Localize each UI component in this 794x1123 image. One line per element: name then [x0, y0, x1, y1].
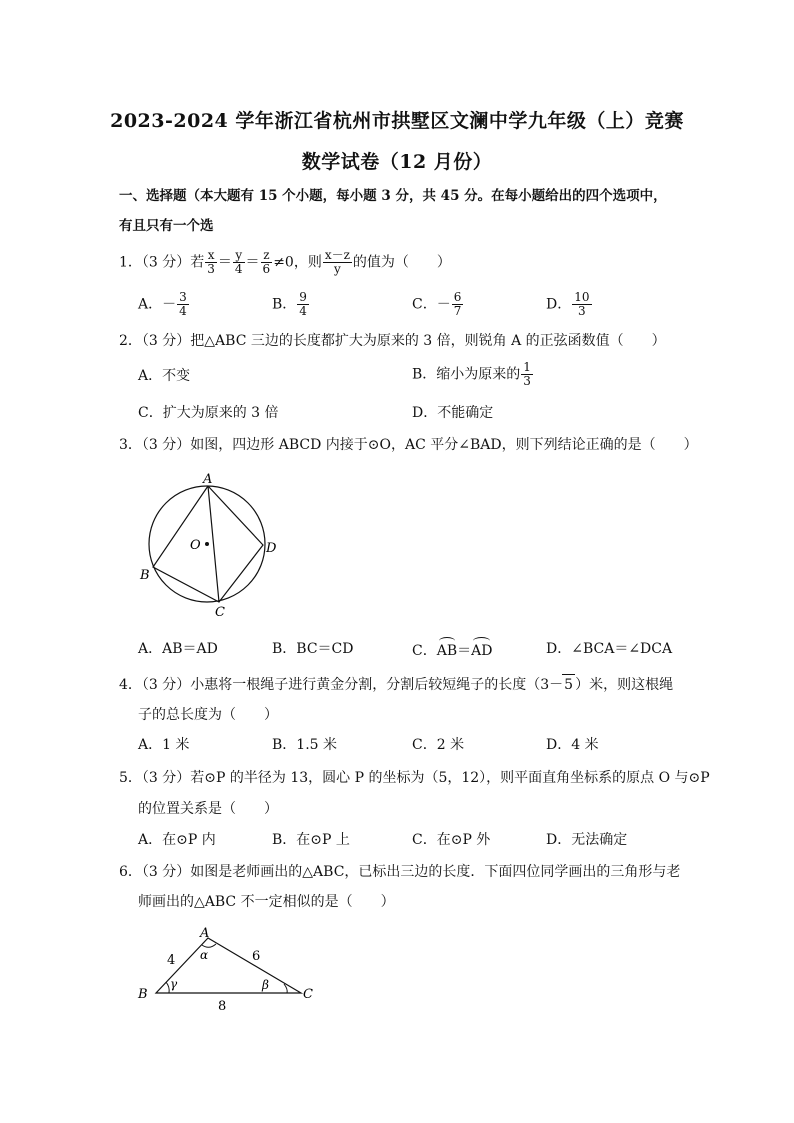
q3-option-c[interactable]: C．AB＝AD	[412, 637, 492, 661]
q2-option-d[interactable]: D．不能确定	[412, 405, 494, 421]
question-1-stem: 1．（3 分）若 $\frac{x}{3}$ ＝ $\frac{y}{4}$ ＝ $\frac{z}{6}$ ≠0，则 $\frac{x-z}{y}$ 的值为（ ）	[119, 248, 451, 276]
question-4-stem-line2: 子的总长度为（ ）	[138, 707, 278, 723]
side-ac-length: 6	[252, 949, 261, 964]
q1-option-c[interactable]: C．－ $\frac{6}{7}$	[412, 290, 462, 318]
question-4-stem: 4．（3 分）小惠将一根绳子进行黄金分割，分割后较短绳子的长度（3－5 ）米，则这根绳	[119, 674, 673, 695]
center-dot	[205, 542, 209, 546]
angle-beta: β	[262, 978, 269, 992]
q2-option-c[interactable]: C．扩大为原来的 3 倍	[138, 405, 279, 421]
q1-option-b[interactable]: B． $\frac{9}{4}$	[272, 290, 307, 318]
q4-option-c[interactable]: C．2 米	[412, 737, 465, 753]
fraction-xz-y: $\frac{x-z}{y}$	[324, 248, 350, 276]
angle-gamma-arc	[166, 982, 169, 993]
q4-option-a[interactable]: A．1 米	[138, 737, 190, 753]
label-a: A	[203, 472, 213, 487]
question-6-stem-line2: 师画出的△ABC 不一定相似的是（ ）	[138, 894, 395, 910]
q5-option-d[interactable]: D．无法确定	[546, 832, 628, 848]
q3-option-d[interactable]: D．∠BCA＝∠DCA	[546, 641, 673, 657]
section-heading-line1: 一、选择题（本大题有 15 个小题，每小题 3 分，共 45 分。在每小题给出的四个选项中，	[119, 188, 667, 204]
arc-ad: AD	[471, 637, 492, 661]
angle-beta-arc	[284, 984, 287, 993]
label-b: B	[140, 568, 150, 583]
q5-option-a[interactable]: A．在⊙P 内	[138, 832, 216, 848]
q5-option-b[interactable]: B．在⊙P 上	[272, 832, 350, 848]
fraction-z-6: $\frac{z}{6}$	[262, 248, 271, 276]
exam-title-line1: 2023-2024 学年浙江省杭州市拱墅区文澜中学九年级（上）竞赛	[110, 110, 684, 132]
q3-option-a[interactable]: A．AB＝AD	[138, 641, 218, 657]
q1-option-d[interactable]: D． $\frac{10}{3}$	[546, 290, 590, 318]
fraction-x-3: $\frac{x}{3}$	[207, 248, 215, 276]
label-c: C	[215, 605, 225, 618]
triangle-abc	[156, 938, 301, 993]
question-5-stem: 5．（3 分）若⊙P 的半径为 13，圆心 P 的坐标为（5，12），则平面直角坐标系的原点 O 与⊙P	[119, 770, 710, 786]
side-bc-length: 8	[218, 999, 227, 1014]
fraction-y-4: $\frac{y}{4}$	[234, 248, 243, 276]
q3-option-b[interactable]: B．BC＝CD	[272, 641, 354, 657]
sqrt-5: 5	[562, 674, 575, 695]
q1-option-a[interactable]: A．－ $\frac{3}{4}$	[138, 290, 187, 318]
question-6-stem: 6．（3 分）如图是老师画出的△ABC，已标出三边的长度．下面四位同学画出的三角形与老	[119, 864, 681, 880]
arc-ab: AB	[437, 637, 457, 661]
angle-gamma: γ	[170, 977, 178, 991]
side-ab-length: 4	[167, 953, 176, 968]
question-2-stem: 2．（3 分）把△ABC 三边的长度都扩大为原来的 3 倍，则锐角 A 的正弦函数值（ ）	[119, 333, 666, 349]
label-a: A	[200, 926, 210, 941]
q4-option-b[interactable]: B．1.5 米	[272, 737, 338, 753]
exam-title-line2: 数学试卷（12 月份）	[301, 151, 493, 173]
q2-option-b[interactable]: B．缩小为原来的 $\frac{1}{3}$	[412, 360, 531, 388]
question-3-stem: 3．（3 分）如图，四边形 ABCD 内接于⊙O，AC 平分∠BAD，则下列结论正确的是（ ）	[119, 437, 698, 453]
angle-alpha: α	[200, 948, 209, 962]
q2-option-a[interactable]: A．不变	[138, 368, 191, 384]
label-c: C	[303, 987, 313, 1002]
angle-alpha-arc	[202, 944, 216, 947]
label-d: D	[266, 541, 277, 556]
label-b: B	[138, 987, 148, 1002]
q4-option-d[interactable]: D．4 米	[546, 737, 599, 753]
q3-circle-figure	[130, 468, 290, 618]
q6-triangle-figure	[134, 922, 324, 1017]
question-5-stem-line2: 的位置关系是（ ）	[138, 801, 278, 817]
section-heading-line2: 有且只有一个选	[119, 218, 214, 234]
q5-option-c[interactable]: C．在⊙P 外	[412, 832, 491, 848]
diagonal-ac	[208, 486, 219, 602]
label-o: O	[190, 538, 201, 553]
